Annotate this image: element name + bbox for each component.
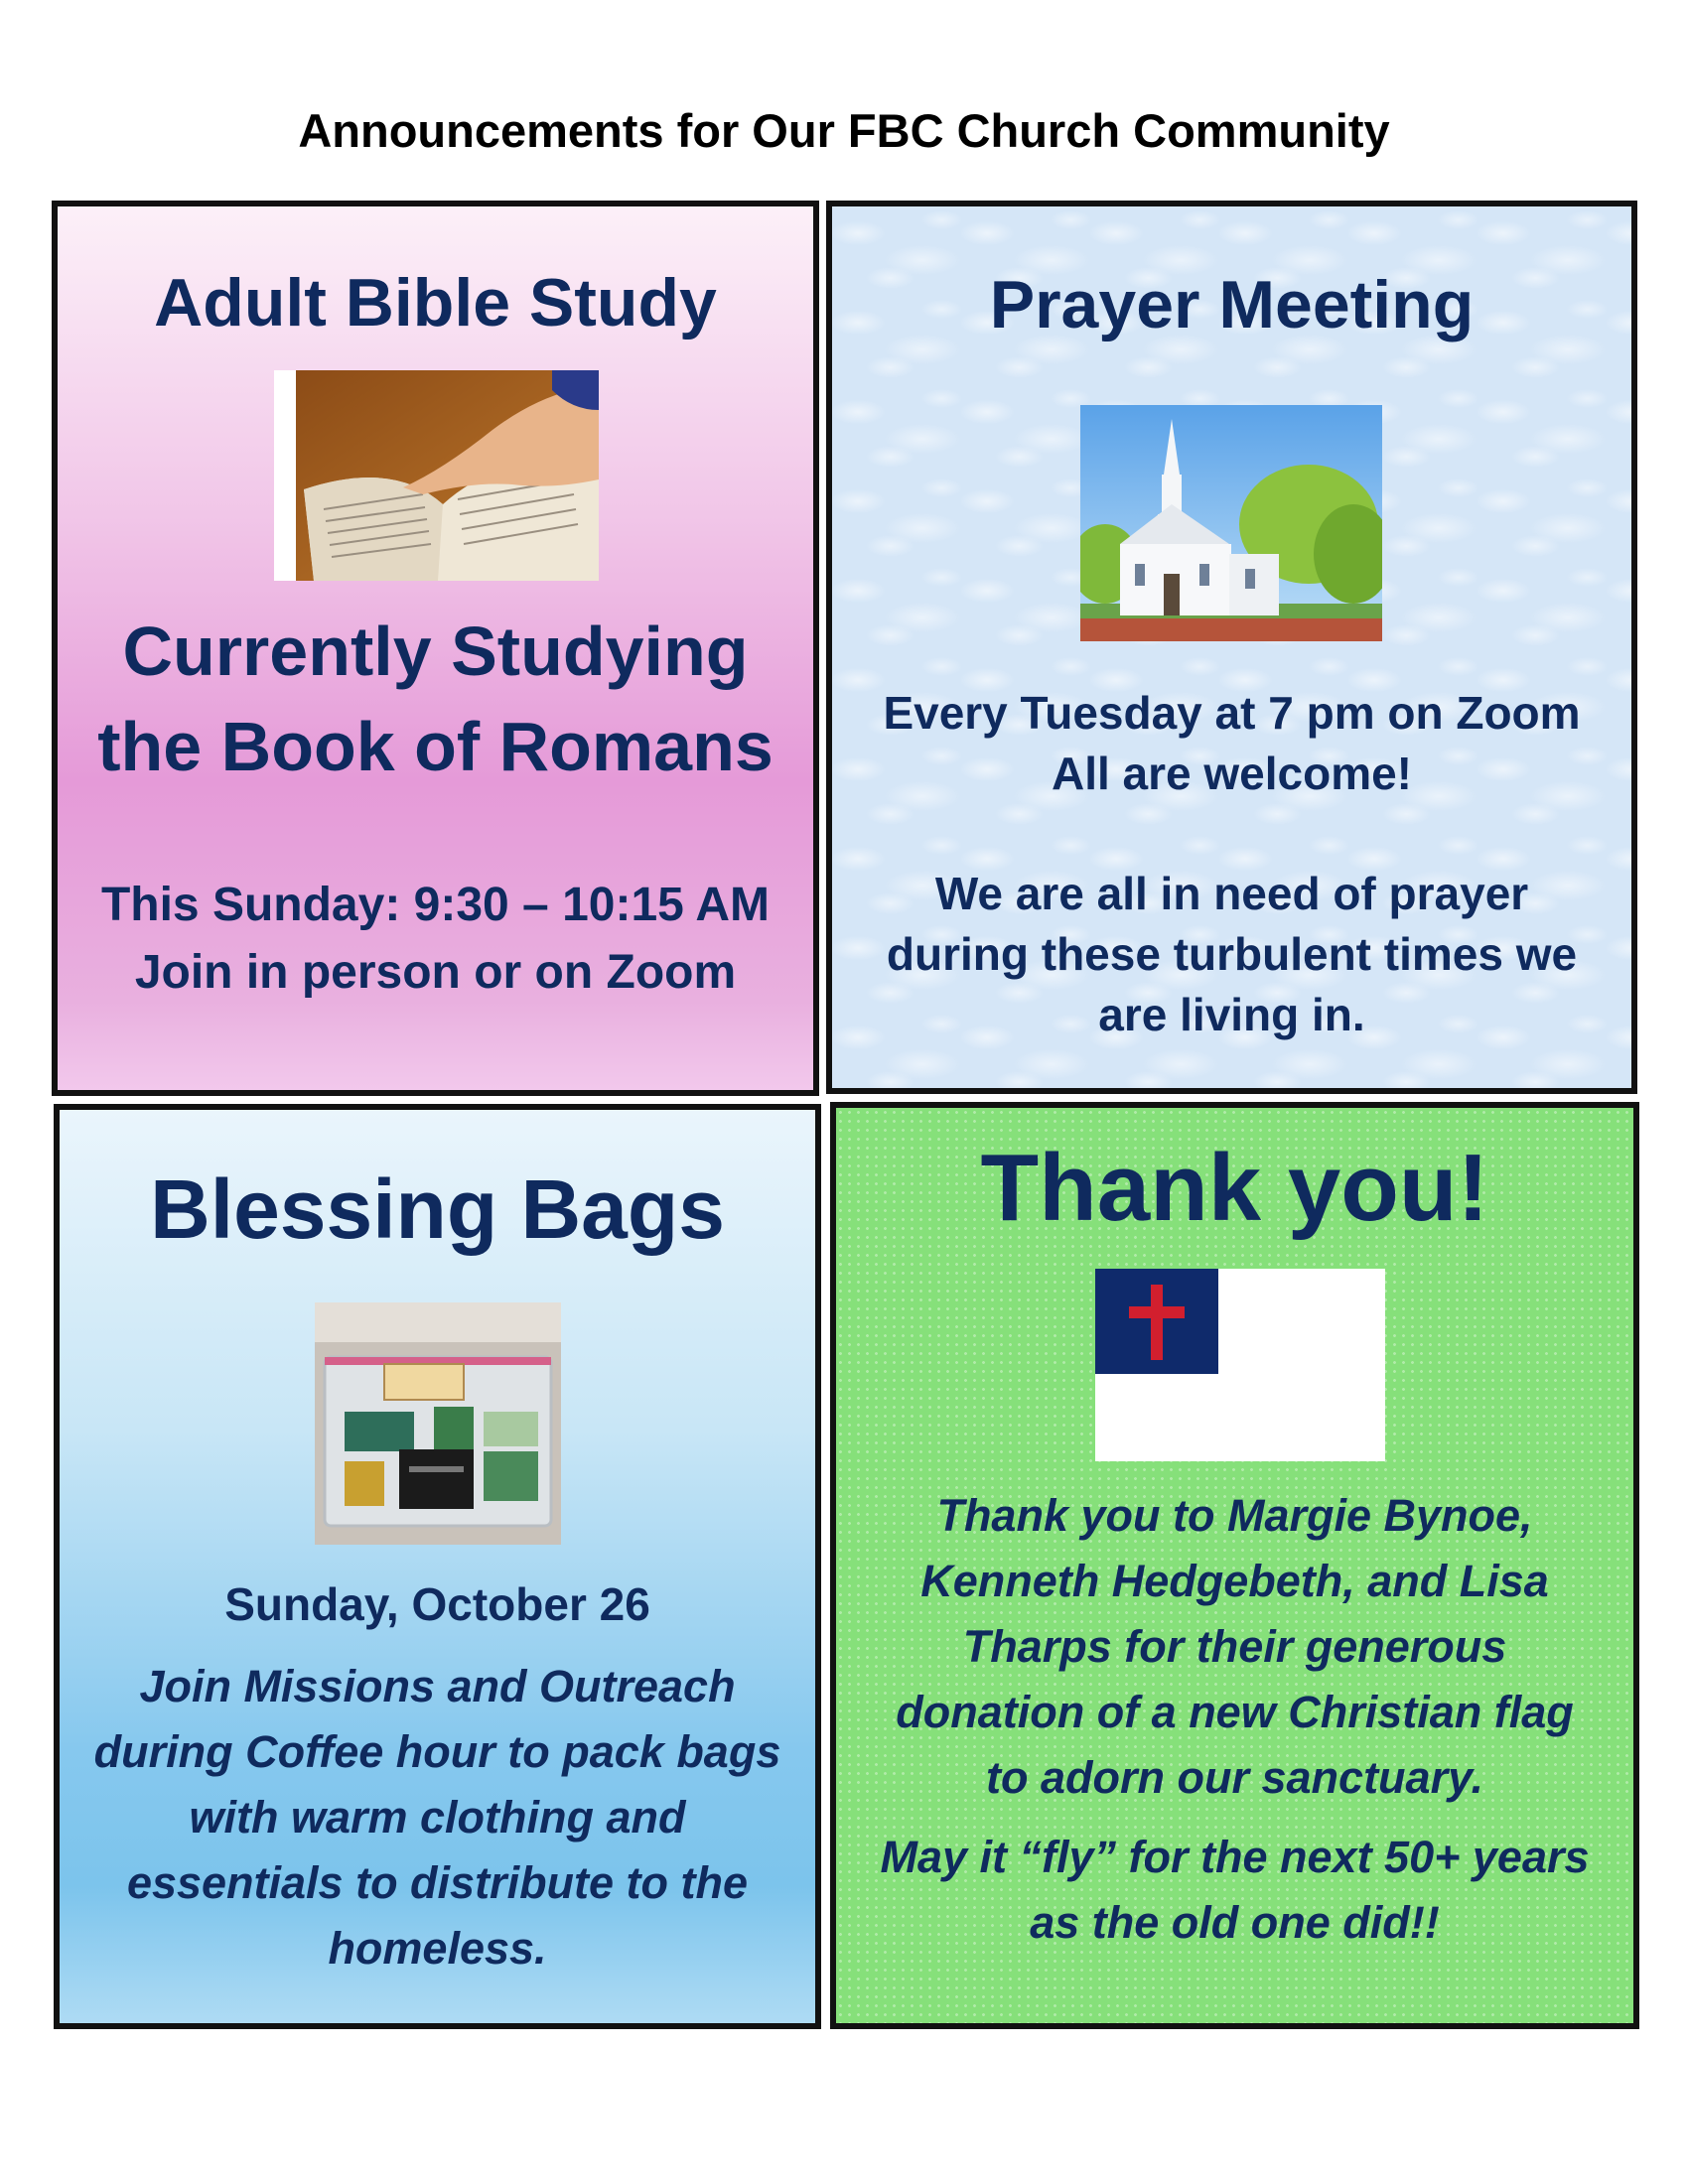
thank-you-heading: Thank you! bbox=[980, 1135, 1489, 1241]
thank-you-body-line4: donation of a new Christian flag bbox=[896, 1687, 1574, 1737]
thank-you-closing-line2: as the old one did!! bbox=[1030, 1897, 1440, 1948]
bible-study-panel bbox=[52, 201, 819, 1096]
prayer-message-line1: We are all in need of prayer bbox=[934, 868, 1529, 919]
thank-you-closing-line1: May it “fly” for the next 50+ years bbox=[880, 1832, 1590, 1882]
prayer-meeting-panel bbox=[826, 201, 1637, 1094]
bible-study-time: This Sunday: 9:30 – 10:15 AM bbox=[100, 879, 771, 931]
thank-you-body-line2: Kenneth Hedgebeth, and Lisa bbox=[920, 1556, 1549, 1606]
blessing-bag-photo bbox=[315, 1302, 561, 1545]
thank-you-body-line5: to adorn our sanctuary. bbox=[986, 1752, 1483, 1803]
open-bible-photo bbox=[274, 370, 599, 581]
blessing-bags-body-line2: during Coffee hour to pack bags bbox=[93, 1726, 781, 1777]
christian-flag-icon bbox=[1095, 1269, 1385, 1461]
blessing-bags-date: Sunday, October 26 bbox=[224, 1578, 650, 1630]
blessing-bags-body-line5: homeless. bbox=[328, 1923, 547, 1974]
bible-study-heading: Adult Bible Study bbox=[154, 265, 717, 341]
bible-study-subject-line2: the Book of Romans bbox=[97, 708, 774, 785]
prayer-schedule-line1: Every Tuesday at 7 pm on Zoom bbox=[883, 687, 1581, 739]
blessing-bags-body-line4: essentials to distribute to the bbox=[126, 1857, 749, 1908]
prayer-meeting-heading: Prayer Meeting bbox=[989, 267, 1475, 342]
bible-study-location: Join in person or on Zoom bbox=[134, 946, 737, 999]
page-title: Announcements for Our FBC Church Community bbox=[298, 104, 1390, 157]
blessing-bags-panel bbox=[54, 1104, 821, 2029]
blessing-bags-heading: Blessing Bags bbox=[150, 1162, 725, 1256]
prayer-schedule-line2: All are welcome! bbox=[1051, 748, 1413, 799]
bible-study-subject-line1: Currently Studying bbox=[122, 613, 749, 690]
white-church-photo bbox=[1080, 405, 1382, 641]
blessing-bags-body-line1: Join Missions and Outreach bbox=[139, 1661, 736, 1711]
prayer-message-line2: during these turbulent times we bbox=[886, 928, 1578, 980]
thank-you-panel bbox=[830, 1102, 1639, 2029]
thank-you-body-line1: Thank you to Margie Bynoe, bbox=[936, 1490, 1533, 1541]
prayer-message-line3: are living in. bbox=[1098, 989, 1365, 1040]
thank-you-body-line3: Tharps for their generous bbox=[962, 1621, 1507, 1672]
blessing-bags-body-line3: with warm clothing and bbox=[189, 1792, 686, 1843]
